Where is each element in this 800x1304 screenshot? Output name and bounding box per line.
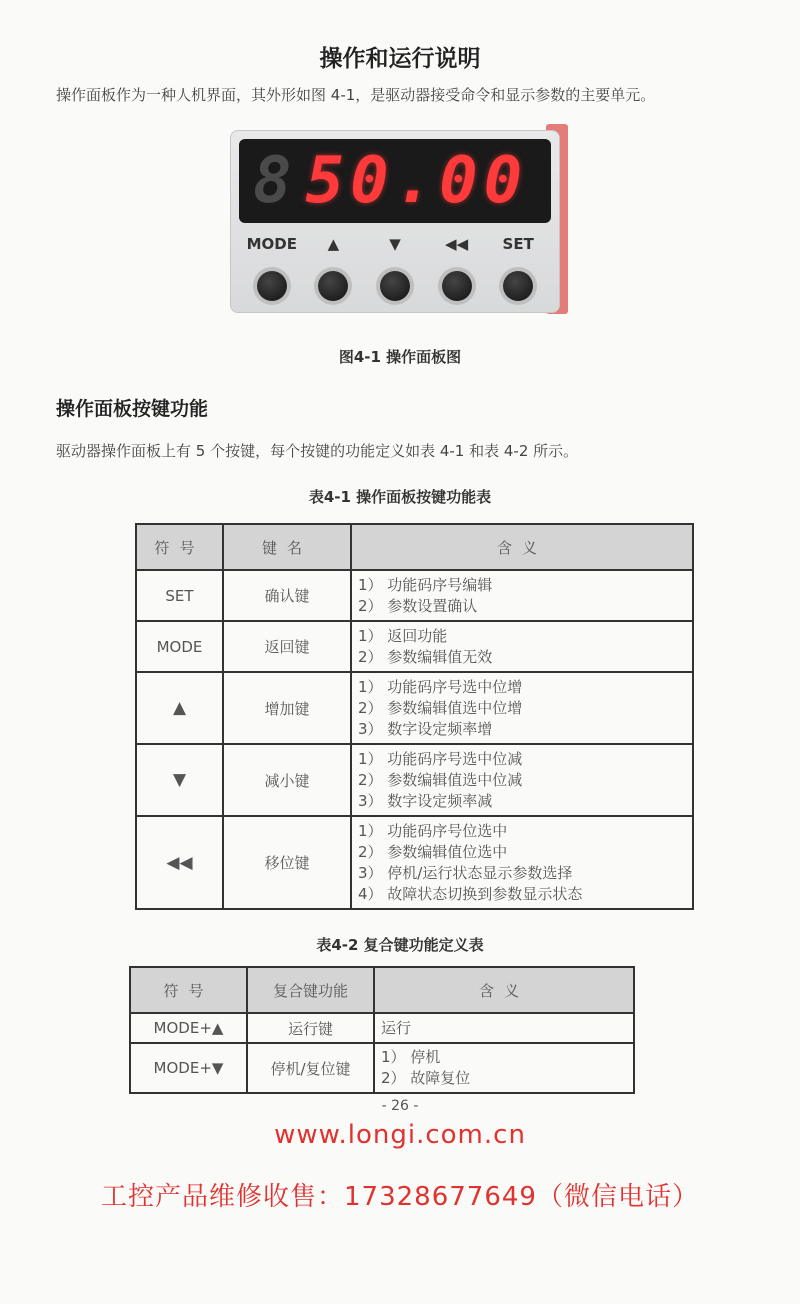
set-button-icon — [503, 271, 533, 301]
figure-caption: 图4-1 操作面板图 — [338, 348, 462, 366]
table-row — [130, 1043, 634, 1093]
table-header-row — [136, 524, 693, 570]
meaning-line: 2） 故障复位 — [381, 1069, 471, 1087]
mode-button-icon — [257, 271, 287, 301]
meaning-line: 1） 功能码序号选中位减 — [358, 749, 523, 768]
symbol-cell: MODE+▼ — [130, 1043, 247, 1093]
combo-key-table — [129, 966, 635, 1094]
key-up — [303, 235, 363, 301]
meaning-cell — [374, 1013, 634, 1043]
table-header-cell: 符号 — [130, 967, 247, 1013]
symbol-cell: SET — [136, 570, 223, 621]
page-number: - 26 - — [381, 1098, 419, 1114]
table-header-cell: 复合键功能 — [247, 967, 374, 1013]
table-row — [136, 621, 693, 672]
meaning-line: 3） 数字设定频率增 — [358, 719, 493, 738]
table-header-row — [130, 967, 634, 1013]
up-button-icon — [318, 271, 348, 301]
table-header-cell: 含义 — [374, 967, 634, 1013]
meaning-line: 4） 故障状态切换到参数显示状态 — [358, 884, 583, 903]
meaning-line: 1） 停机 — [381, 1048, 441, 1066]
meaning-cell — [351, 816, 693, 909]
section-text: 驱动器操作面板上有 5 个按键，每个按键的功能定义如表 4-1 和表 4-2 所示。 — [56, 442, 579, 460]
led-display — [239, 139, 551, 223]
key-name-cell: 停机/复位键 — [247, 1043, 374, 1093]
key-shift-label: ◀◀ — [445, 235, 469, 253]
table-row — [136, 816, 693, 909]
page-title: 操作和运行说明 — [319, 46, 481, 72]
shift-button-icon — [442, 271, 472, 301]
panel-keys — [231, 235, 559, 301]
key-up-label: ▲ — [327, 235, 340, 253]
meaning-cell — [351, 744, 693, 816]
meaning-line: 2） 参数编辑值无效 — [358, 647, 493, 666]
meaning-line: 3） 数字设定频率减 — [358, 791, 493, 810]
intro-text: 操作面板作为一种人机界面，其外形如图 4-1，是驱动器接受命令和显示参数的主要单元。 — [56, 86, 656, 104]
contact-banner: 工控产品维修收售：17328677649（微信电话） — [101, 1182, 699, 1212]
website-link[interactable]: www.longi.com.cn — [274, 1120, 526, 1150]
key-name-cell: 移位键 — [223, 816, 351, 909]
table-header-cell: 键名 — [223, 524, 351, 570]
key-name-cell: 确认键 — [223, 570, 351, 621]
meaning-cell — [351, 570, 693, 621]
meaning-line: 1） 功能码序号位选中 — [358, 821, 508, 840]
meaning-line: 2） 参数编辑值位选中 — [358, 842, 508, 861]
meaning-cell — [351, 621, 693, 672]
section-title: 操作面板按键功能 — [56, 398, 209, 420]
meaning-line: 1） 功能码序号选中位增 — [358, 677, 523, 696]
key-set — [488, 235, 548, 301]
meaning-line: 2） 参数设置确认 — [358, 596, 478, 615]
symbol-cell: ◀◀ — [136, 816, 223, 909]
meaning-line: 1） 返回功能 — [358, 626, 448, 645]
meaning-cell — [374, 1043, 634, 1093]
meaning-line: 1） 功能码序号编辑 — [358, 575, 493, 594]
symbol-cell: ▲ — [136, 672, 223, 744]
table-header-cell: 含义 — [351, 524, 693, 570]
key-down — [365, 235, 425, 301]
symbol-cell: MODE — [136, 621, 223, 672]
meaning-line: 3） 停机/运行状态显示参数选择 — [358, 863, 573, 882]
led-digits: 50.00 — [305, 144, 529, 218]
key-name-cell: 减小键 — [223, 744, 351, 816]
key-shift — [427, 235, 487, 301]
table2-caption: 表4-2 复合键功能定义表 — [316, 936, 484, 954]
key-mode-label: MODE — [246, 235, 297, 253]
meaning-cell — [351, 672, 693, 744]
operation-panel-image — [230, 130, 560, 313]
key-name-cell: 增加键 — [223, 672, 351, 744]
table-row — [136, 672, 693, 744]
table-row — [130, 1013, 634, 1043]
symbol-cell: ▼ — [136, 744, 223, 816]
key-function-table — [135, 523, 694, 910]
down-button-icon — [380, 271, 410, 301]
table1-caption: 表4-1 操作面板按键功能表 — [308, 488, 492, 506]
symbol-cell: MODE+▲ — [130, 1013, 247, 1043]
meaning-line: 运行 — [381, 1018, 412, 1037]
key-name-cell: 返回键 — [223, 621, 351, 672]
table-header-cell: 符号 — [136, 524, 223, 570]
meaning-line: 2） 参数编辑值选中位增 — [358, 698, 523, 717]
table-row — [136, 570, 693, 621]
key-mode — [242, 235, 302, 301]
meaning-line: 2） 参数编辑值选中位减 — [358, 770, 523, 789]
key-set-label: SET — [502, 235, 534, 253]
key-name-cell: 运行键 — [247, 1013, 374, 1043]
table-row — [136, 744, 693, 816]
led-digit-off: 8 — [253, 144, 292, 218]
key-down-label: ▼ — [389, 235, 401, 253]
